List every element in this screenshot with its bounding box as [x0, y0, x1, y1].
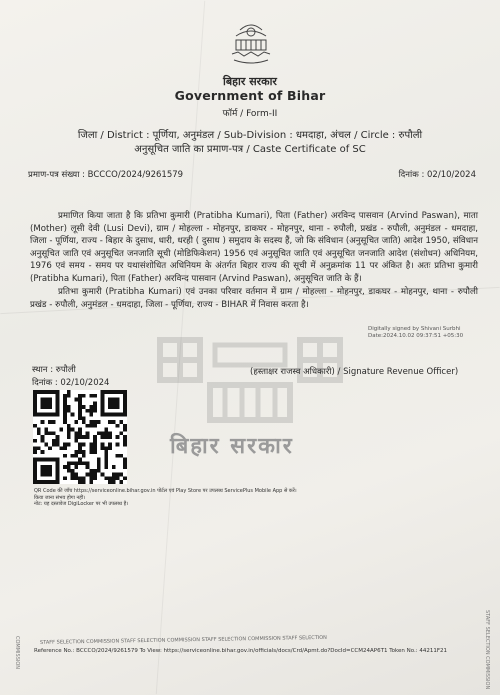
side-stamp-right: STAFF SELECTION COMMISSION [484, 610, 490, 690]
bihar-sarkar-watermark-text: बिहार सरकार [170, 434, 294, 459]
english-government-title: Government of Bihar [174, 88, 326, 103]
bihar-emblem-logo [226, 22, 276, 66]
commission-stamp-text: STAFF SELECTION COMMISSION STAFF SELECTION COMMISSION STAFF SELECTION COMMISSION STAFF SELECTION [39, 634, 327, 646]
side-stamp-left: COMMISSION [14, 636, 20, 670]
digital-signature-info [368, 326, 463, 340]
certificate-date: दिनांक : 02/10/2024 [398, 170, 476, 180]
issue-date: दिनांक : 02/10/2024 [32, 378, 110, 388]
qr-note-line: QR Code की जाँच https://serviceonline.bihar.gov.in पोर्टल एवं Play Store पर उपलब्ध ServicePlus Mobile App से करें। [34, 488, 297, 494]
hindi-government-title: बिहार सरकार [223, 75, 277, 88]
place-of-issue: स्थान : रुपौली [32, 365, 76, 375]
reference-verification-line: Reference No.: BCCCO/2024/9261579 To View: https://serviceonline.bihar.gov.in/officials/docs/Crd/Apmt.do?DocId=CCM24AP6T1 Token No.: 44211F21 [34, 648, 447, 654]
digital-signature-date: Date:2024.10.02 09:37:51 +05:30 [368, 333, 464, 339]
certificate-number: प्रमाण-पत्र संख्या : BCCCO/2024/9261579 [28, 170, 184, 180]
district-subdivision-circle-line: जिला / District : पूर्णिया, अनुमंडल / Sub-Division : धमदाहा, अंचल / Circle : रुपौली [77, 130, 423, 141]
verification-qr-code [33, 390, 127, 484]
qr-note-line: नोट: यह दस्तावेज DigiLocker पर भी उपलब्ध है। [34, 501, 129, 508]
certification-paragraph: प्रमाणित किया जाता है कि प्रतिभा कुमारी (Pratibha Kumari), पिता (Father) अरविन्द पासवान (Arvind Paswan), माता (Mother) लूसी देवी (Lusi Devi), ग्राम / मोहल्ला - मोहनपुर, डाकघर - मोहनपुर, थाना - रुपौली, प्रखंड - रुपौली, अनुमंडल - धमदाहा, जिला - पूर्णिया, राज्य - बिहार के दुसाध, धारी, धरही ( दुसाध ) समुदाय के सदस्य हैं, जो कि संविधान (अनुसूचित जाति) आदेश 1950, संविधान अनुसूचित जाति एवं अनुसूचित जनजाति सूची (मोडिफिकेशन) 1956 एवं अनुसूचित जाति एवं अनुसूचित जनजाति आदेश (संशोधन) अधिनियम, 1976 एवं समय - समय पर यथासंशोधित अधिनियम के अंतर्गत बिहार राज्य की सूची में अनुक्रमांक 11 पर अंकित है। अतः प्रतिभा कुमारी (Pratibha Kumari), पिता (Father) अरविन्द पासवान (Arvind Paswan), अनुसूचित जाति के हैं। [30, 211, 478, 284]
digital-signature-signer: Digitally signed by Shivani Surbhi [368, 326, 461, 332]
certificate-type-title: अनुसूचित जाति का प्रमाण-पत्र / Caste Certificate of SC [134, 144, 366, 155]
form-number: फॉर्म / Form-II [222, 109, 278, 119]
qr-verification-note [34, 488, 364, 508]
signature-revenue-officer-label: (हस्ताक्षर राजस्व अधिकारी) / Signature Revenue Officer) [250, 367, 459, 377]
qr-note-line: किया जाना संभव होगा नहीं। [34, 494, 86, 501]
residence-paragraph: प्रतिभा कुमारी (Pratibha Kumari) एवं उनका परिवार वर्तमान में ग्राम / मोहल्ला - मोहनपुर, डाकघर - मोहनपुर, थाना - रुपौली प्रखंड - रुपौली, अनुमंडल - धमदाहा, जिला - पूर्णिया, राज्य - BIHAR में निवास करता है। [30, 287, 478, 310]
